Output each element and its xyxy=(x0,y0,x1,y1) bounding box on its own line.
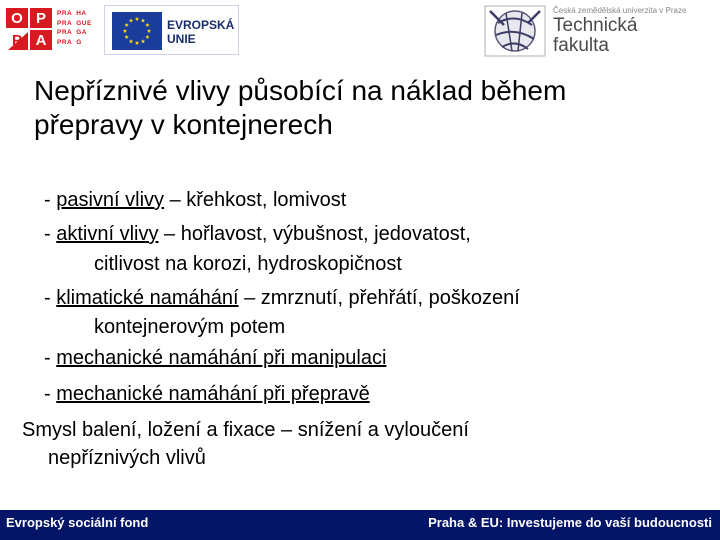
opp-letter: A xyxy=(30,30,52,50)
summary-line: Smysl balení, ložení a fixace – snížení a vyloučení xyxy=(22,419,469,441)
opp-letter: P xyxy=(6,30,28,50)
university-name: Česká zemědělská univerzita v Praze xyxy=(553,6,687,15)
eu-logo xyxy=(104,5,239,55)
list-item: - pasivní vlivy – křehkost, lomivost xyxy=(44,189,347,211)
term: aktivní vlivy xyxy=(56,223,159,245)
list-item: - mechanické namáhání při manipulaci xyxy=(44,347,387,369)
list-item: - aktivní vlivy – hořlavost, výbušnost, jedovatost, xyxy=(44,223,471,245)
eu-flag-icon xyxy=(112,12,162,50)
title-line: Nepříznivé vlivy působící na náklad během xyxy=(34,75,567,106)
term: mechanické namáhání při přepravě xyxy=(56,383,370,405)
eu-label: EVROPSKÁ UNIE xyxy=(167,18,235,46)
summary-line: nepříznivých vlivů xyxy=(48,447,206,469)
footer-left-text: Evropský sociální fond xyxy=(6,515,149,530)
footer-right-text: Praha & EU: Investujeme do vaší budoucnosti xyxy=(428,515,712,530)
opp-letter: O xyxy=(6,8,28,28)
slide-title xyxy=(34,74,684,142)
header xyxy=(0,0,720,60)
list-item-continuation: kontejnerovým potem xyxy=(94,316,286,338)
faculty-globe-icon xyxy=(484,5,546,57)
term: klimatické namáhání xyxy=(56,287,239,309)
footer-bar xyxy=(0,510,720,540)
list-item: - mechanické namáhání při přepravě xyxy=(44,383,370,405)
opp-logo xyxy=(6,8,52,50)
term: mechanické namáhání při manipulaci xyxy=(56,347,387,369)
list-item-continuation: citlivost na korozi, hydroskopičnost xyxy=(94,253,402,275)
praha-logo: PRA HA PRA GUE PRA GA PRA G xyxy=(57,10,92,46)
list-item: - klimatické namáhání – zmrznutí, přehřátí, poškození xyxy=(44,287,520,309)
term: pasivní vlivy xyxy=(56,189,165,211)
faculty-name: Technická fakulta xyxy=(553,15,638,56)
title-line: přepravy v kontejnerech xyxy=(34,109,333,140)
opp-letter: P xyxy=(30,8,52,28)
